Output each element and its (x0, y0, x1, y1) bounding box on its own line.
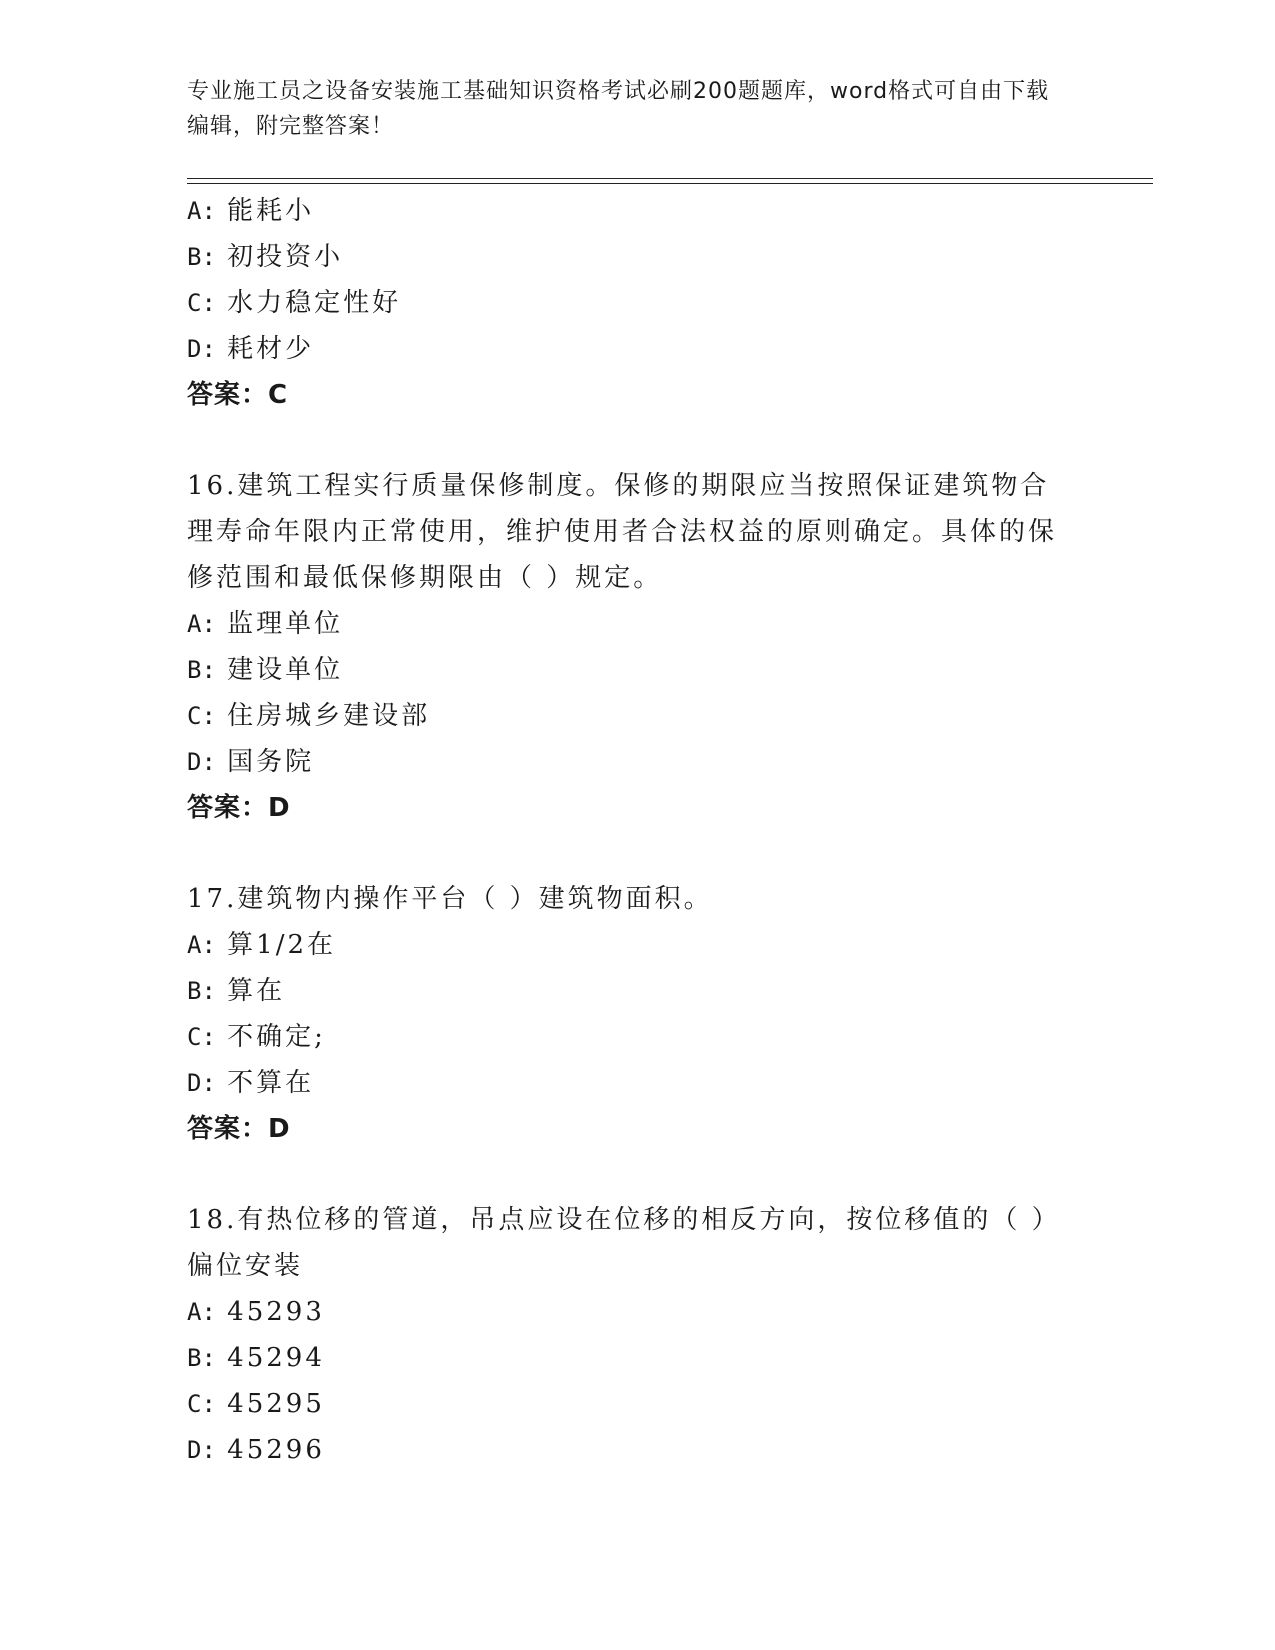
option-b: B: 算在 (187, 976, 286, 1006)
document-title: 专业施工员之设备安装施工基础知识资格考试必刷200题题库，word格式可自由下载编辑，附完整答案！ (187, 79, 1050, 139)
option-c: C: 45295 (187, 1389, 325, 1419)
option-d: D: 45296 (187, 1435, 325, 1465)
question-text: 17.建筑物内操作平台（ ）建筑物面积。 (187, 884, 713, 914)
option-a: A: 能耗小 (187, 196, 315, 226)
question-list (187, 188, 1087, 1473)
answer-line: 答案：C (187, 380, 289, 410)
header-rule-top (187, 178, 1153, 179)
option-d: D: 耗材少 (187, 334, 315, 364)
question-block (187, 876, 1087, 1152)
question-text: 18.有热位移的管道，吊点应设在位移的相反方向，按位移值的（ ）偏位安装 (187, 1205, 1061, 1281)
question-text: 16.建筑工程实行质量保修制度。保修的期限应当按照保证建筑物合理寿命年限内正常使用，维护使用者合法权益的原则确定。具体的保修范围和最低保修期限由（ ）规定。 (187, 471, 1058, 593)
option-a: A: 监理单位 (187, 609, 344, 639)
option-c: C: 水力稳定性好 (187, 288, 402, 318)
option-a: A: 45293 (187, 1297, 325, 1327)
option-c: C: 不确定; (187, 1022, 326, 1052)
question-block (187, 188, 1087, 418)
option-c: C: 住房城乡建设部 (187, 701, 431, 731)
option-a: A: 算1/2在 (187, 930, 337, 960)
option-b: B: 初投资小 (187, 242, 344, 272)
option-d: D: 不算在 (187, 1068, 315, 1098)
answer-line: 答案：D (187, 1114, 291, 1144)
option-d: D: 国务院 (187, 747, 315, 777)
document-header (187, 74, 1067, 144)
header-rule-bottom (187, 183, 1153, 184)
question-block (187, 463, 1087, 831)
option-b: B: 建设单位 (187, 655, 344, 685)
question-block (187, 1197, 1087, 1473)
option-b: B: 45294 (187, 1343, 325, 1373)
answer-line: 答案：D (187, 793, 291, 823)
